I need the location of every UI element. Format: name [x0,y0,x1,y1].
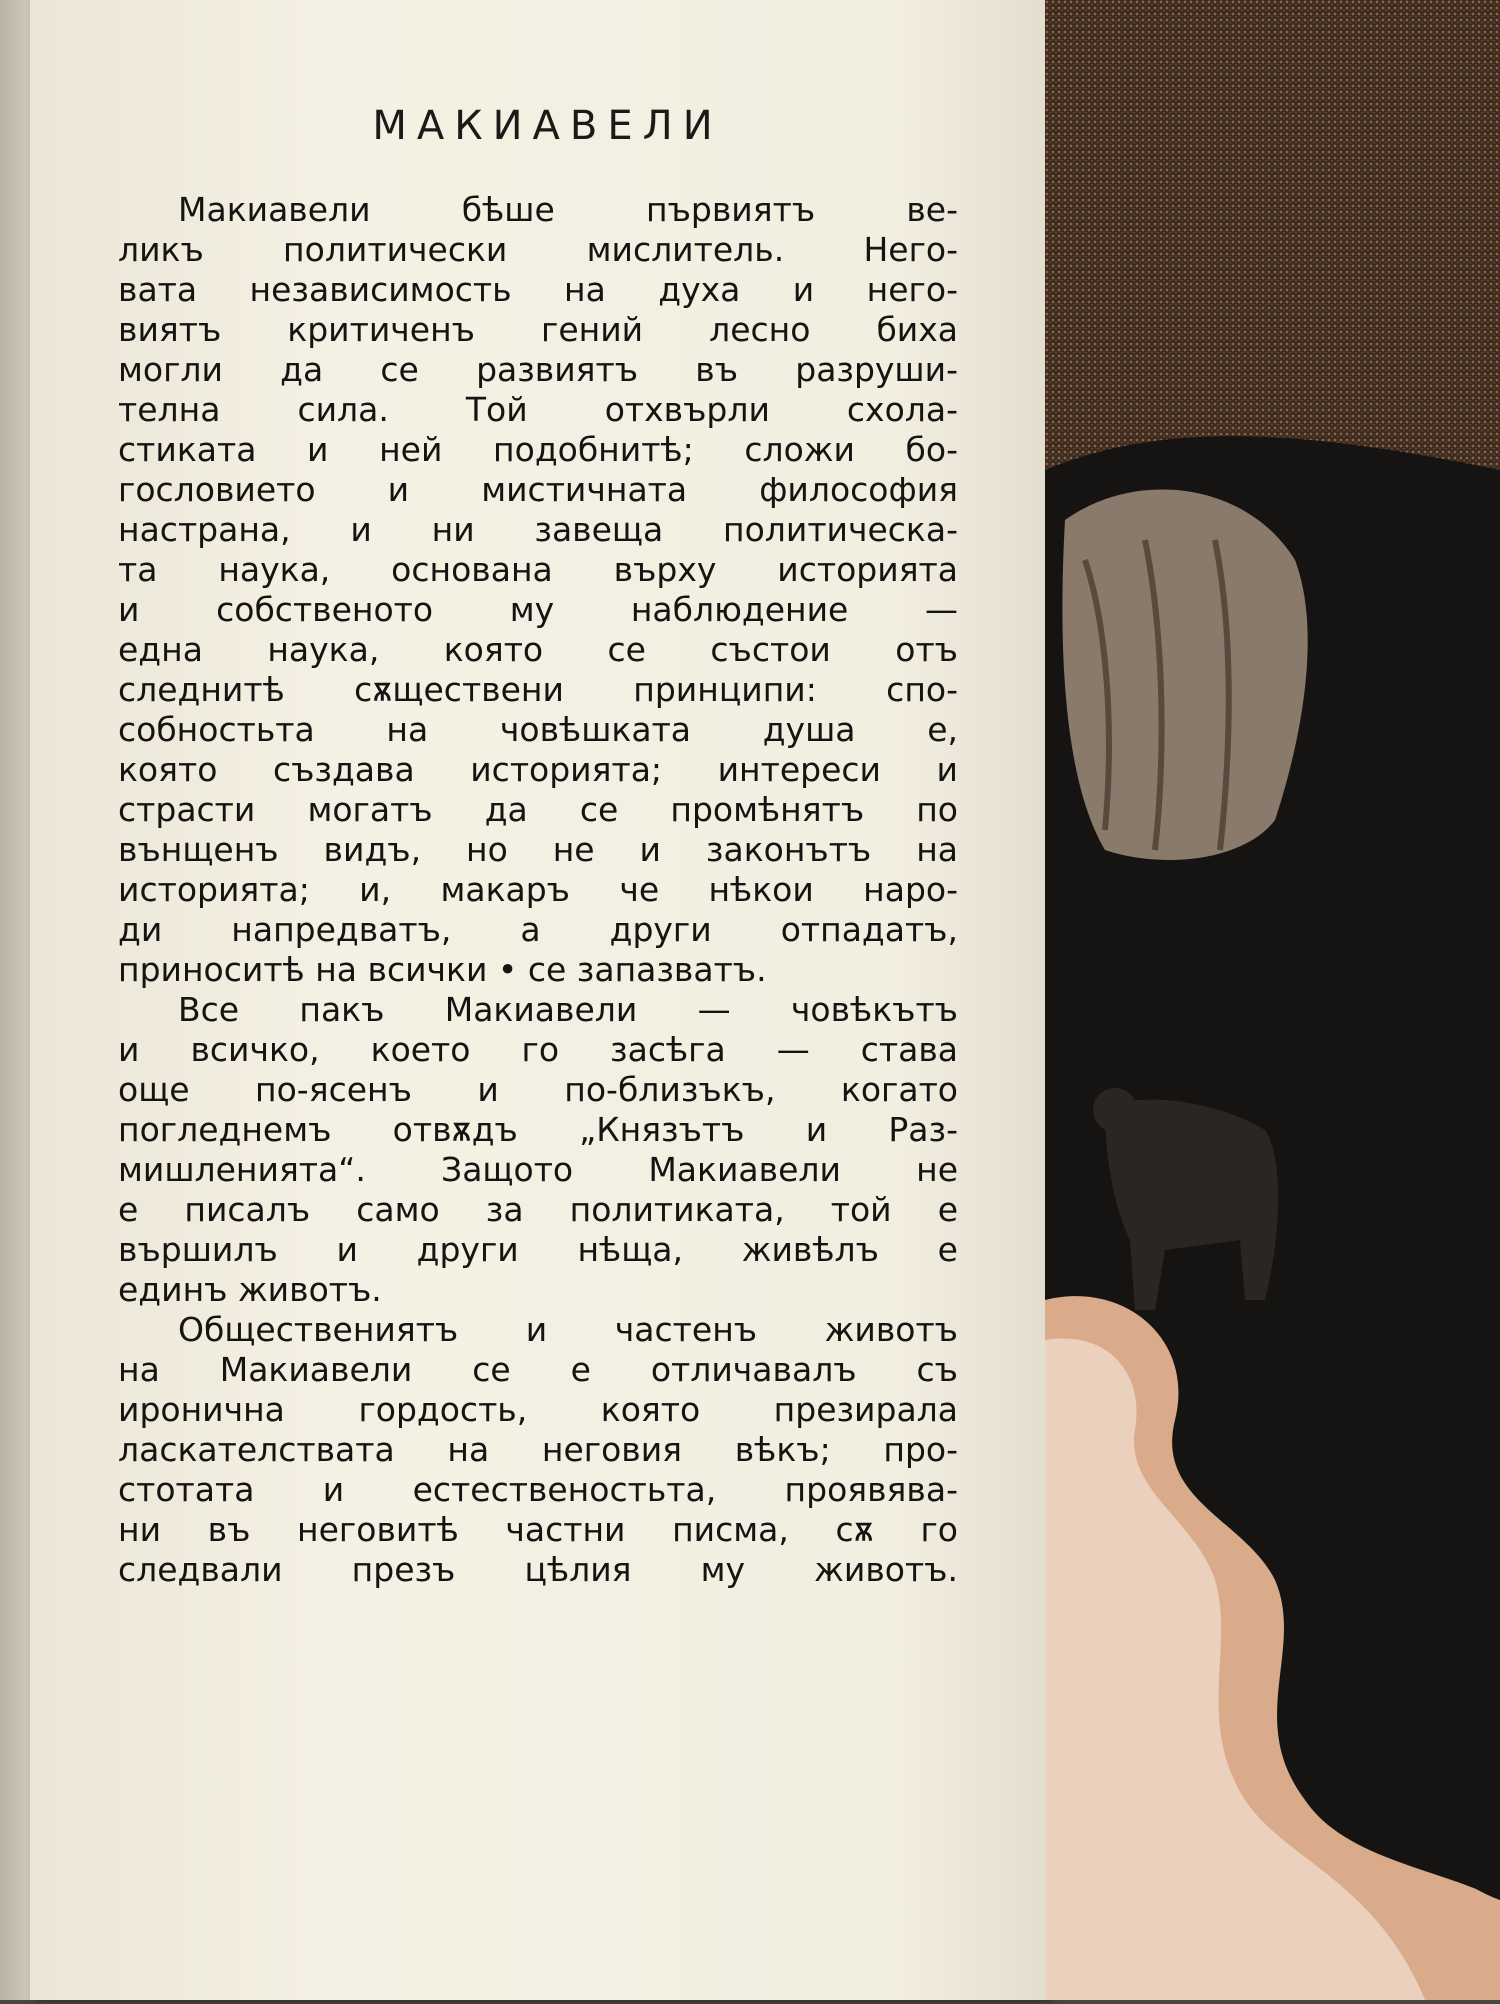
text-line: стотата и естественостьта, проявява- [118,1470,958,1509]
text-line: и собственото му наблюдение — [118,590,958,629]
text-line: на Макиавели се е отличавалъ съ [118,1350,958,1389]
text-line: страсти могатъ да се промѣнятъ по [118,790,958,829]
text-line: една наука, която се състои отъ [118,630,958,669]
text-line: вънщенъ видъ, но не и законътъ на [118,830,958,869]
capitoline-wolf-illustration [1045,0,1500,2000]
text-line: която създава историята; интереси и [118,750,958,789]
text-line: вата независимость на духа и него- [118,270,958,309]
text-line: Все пакъ Макиавели — човѣкътъ [178,990,958,1029]
text-line: могли да се развиятъ въ разруши- [118,350,958,389]
text-line: и всичко, което го засѣга — става [118,1030,958,1069]
text-line: стиката и ней подобнитѣ; сложи бо- [118,430,958,469]
text-line: следнитѣ сѫществени принципи: спо- [118,670,958,709]
text-line: настрана, и ни завеща политическа- [118,510,958,549]
article-title: МАКИАВЕЛИ [372,103,723,149]
text-line: Макиавели бѣше първиятъ ве- [178,190,958,229]
text-line: вършилъ и други нѣща, живѣлъ е [118,1230,958,1269]
text-line: гословието и мистичната философия [118,470,958,509]
text-line: ликъ политически мислитель. Него- [118,230,958,269]
text-line: историята; и, макаръ че нѣкои наро- [118,870,958,909]
text-line: ни въ неговитѣ частни писма, сѫ го [118,1510,958,1549]
text-line: следвали презъ цѣлия му животъ. [118,1550,958,1589]
text-line: мишленията“. Защото Макиавели не [118,1150,958,1189]
text-line: виятъ критиченъ гений лесно биха [118,310,958,349]
text-line: собностьта на човѣшката душа е, [118,710,958,749]
text-page [30,0,1045,2000]
text-line: е писалъ само за политиката, той е [118,1190,958,1229]
text-line: иронична гордость, която презирала [118,1390,958,1429]
text-line: ди напредватъ, а други отпадатъ, [118,910,958,949]
text-line: единъ животъ. [118,1270,382,1309]
text-line: приноситѣ на всички • се запазватъ. [118,950,767,989]
text-line: та наука, основана върху историята [118,550,958,589]
text-line: погледнемъ отвѫдъ „Князътъ и Раз- [118,1110,958,1149]
article-body [118,190,958,1590]
text-line: Обществениятъ и частенъ животъ [178,1310,958,1349]
text-line: телна сила. Той отхвърли схола- [118,390,958,429]
text-line: още по-ясенъ и по-близъкъ, когато [118,1070,958,1109]
text-line: ласкателствата на неговия вѣкъ; про- [118,1430,958,1469]
